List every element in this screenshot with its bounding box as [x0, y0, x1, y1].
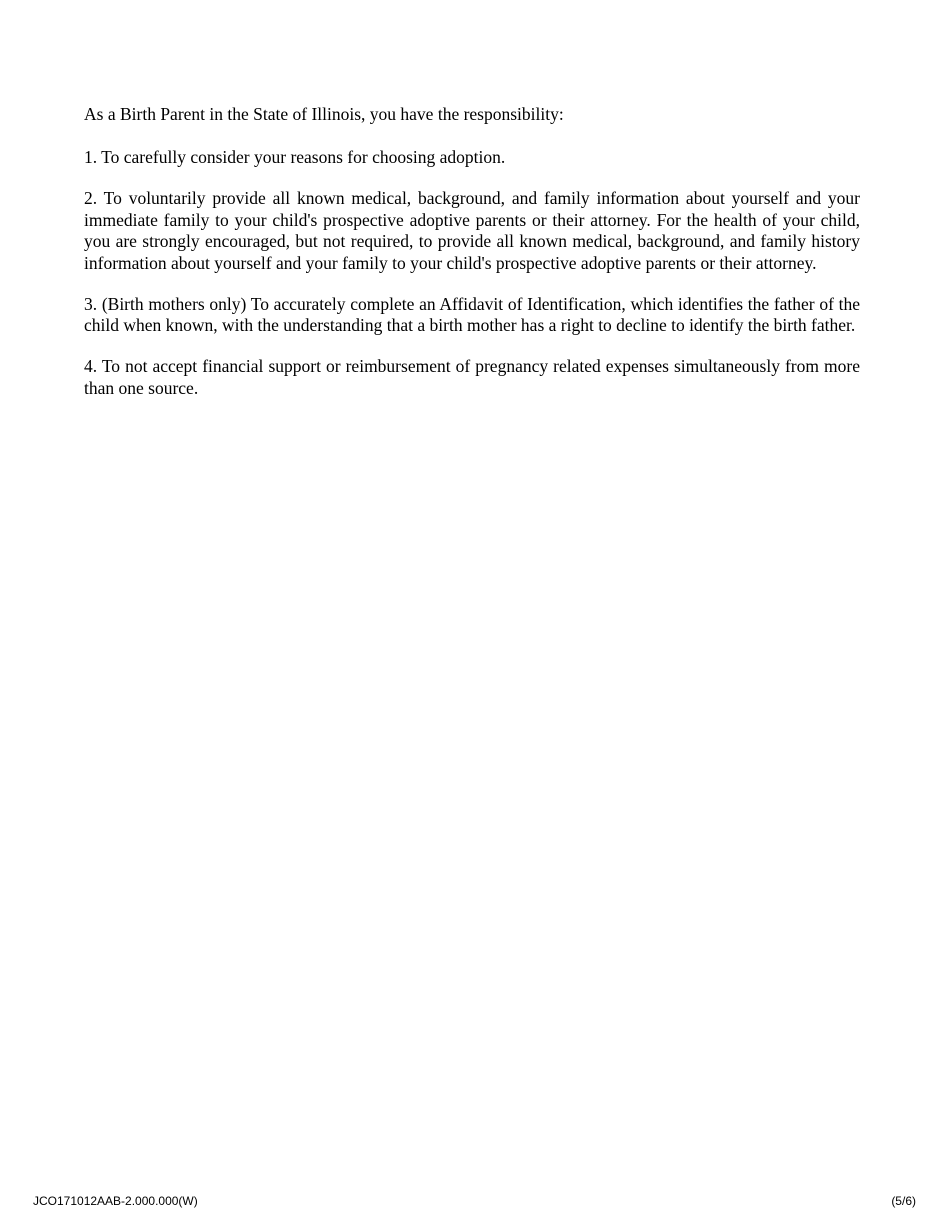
responsibility-item-1: 1. To carefully consider your reasons for choosing adoption.	[84, 147, 506, 167]
responsibility-item-3: 3. (Birth mothers only) To accurately complete an Affidavit of Identification, which identifies the father of the child when known, with the understanding that a birth mother has a right to decline to identify the birth father.	[84, 293, 860, 335]
document-body	[84, 104, 860, 419]
intro-paragraph: As a Birth Parent in the State of Illinois, you have the responsibility:	[84, 104, 564, 124]
form-code: JCO171012AAB-2.000.000(W)	[33, 1194, 198, 1208]
page-indicator: (5/6)	[891, 1194, 916, 1208]
responsibility-item-4: 4. To not accept financial support or reimbursement of pregnancy related expenses simultaneously from more than one source.	[84, 356, 860, 398]
responsibility-item-2: 2. To voluntarily provide all known medical, background, and family information about yourself and your immediate family to your child's prospective adoptive parents or their attorney. For the health of your child, you are strongly encouraged, but not required, to provide all known medical, background, and family history information about yourself and your family to your child's prospective adoptive parents or their attorney.	[84, 188, 860, 273]
